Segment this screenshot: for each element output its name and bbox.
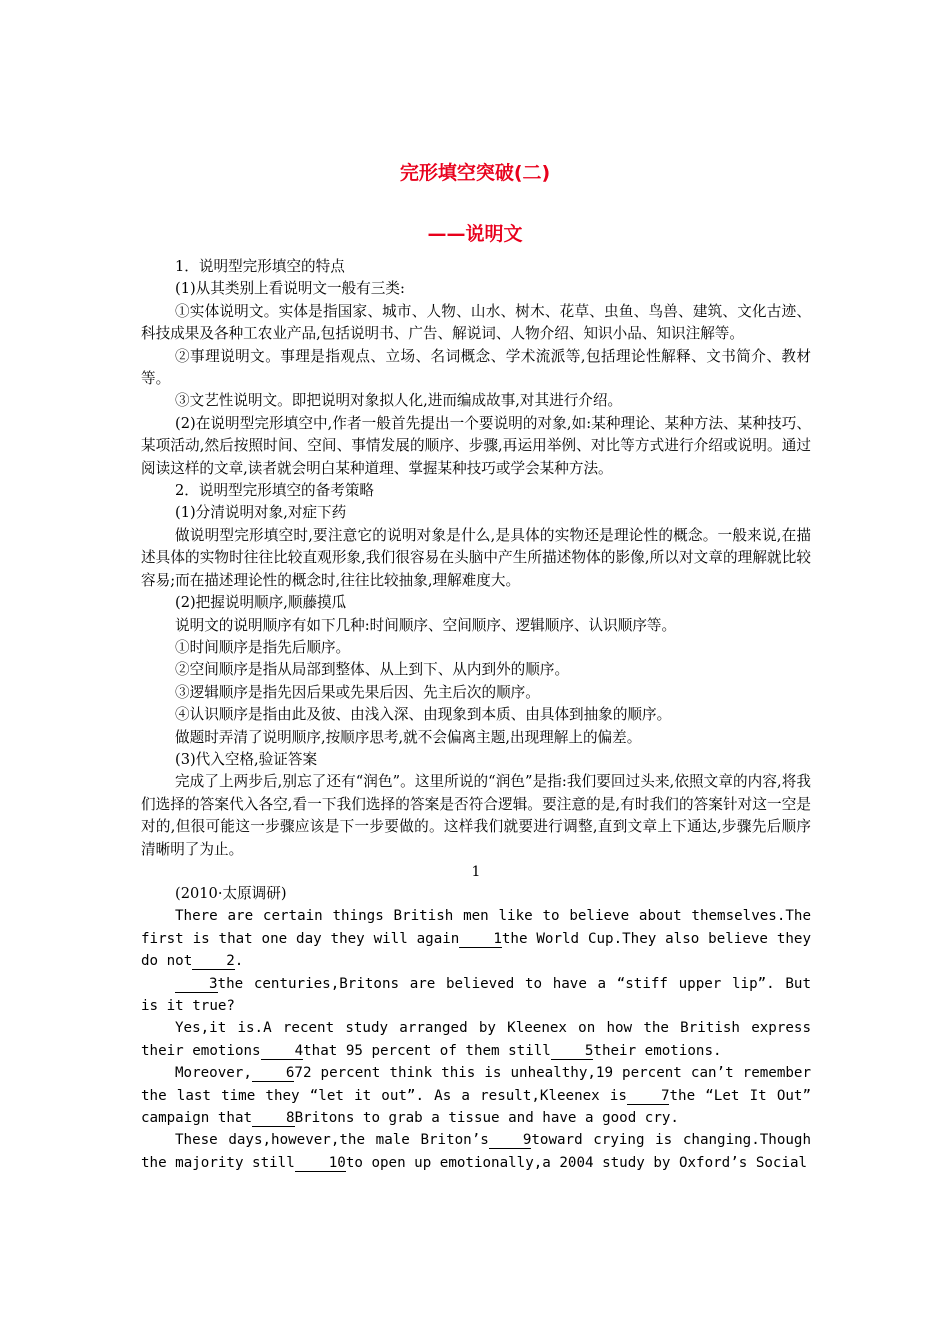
paragraph: 完成了上两步后,别忘了还有“润色”。这里所说的“润色”是指:我们要回过头来,依照文章的内容,将我们选择的答案代入各空,看一下我们选择的答案是否符合逻辑。要注意的是,有时我们的答案针对这一空是对的,但很可能这一步骤应该是下一步要做的。这样我们就要进行调整,直到文章上下通达,步骤先后顺序清晰明了为止。 [141, 773, 811, 858]
cloze-blank[interactable]: 3 [175, 976, 218, 993]
section-heading: 1．说明型完形填空的特点 [175, 258, 345, 275]
paragraph: ③文艺性说明文。即把说明对象拟人化,进而编成故事,对其进行介绍。 [175, 392, 623, 410]
paragraph: ①实体说明文。实体是指国家、城市、人物、山水、树木、花草、虫鱼、鸟兽、建筑、文化古迹、科技成果及各种工农业产品,包括说明书、广告、解说词、人物介绍、知识小品、知识注解等。 [141, 302, 811, 343]
cloze-blank[interactable]: 9 [489, 1132, 532, 1149]
cloze-blank[interactable]: 10 [295, 1155, 346, 1172]
cloze-paragraph [141, 1017, 811, 1062]
cloze-text: toward crying is changing.Though the majority still [141, 1132, 811, 1171]
list-item: ②空间顺序是指从局部到整体、从上到下、从内到外的顺序。 [175, 661, 570, 679]
list-item: ①时间顺序是指先后顺序。 [175, 638, 351, 656]
paragraph: (2)在说明型完形填空中,作者一般首先提出一个要说明的对象,如:某种理论、某种方法、某种技巧、某项活动,然后按照时间、空间、事情发展的顺序、步骤,再运用举例、对比等方式进行介绍或说明。通过阅读这样的文章,读者就会明白某种道理、掌握某种技巧或学会某种方法。 [141, 414, 811, 477]
cloze-blank[interactable]: 2 [192, 953, 235, 970]
cloze-text: that 95 percent of them still [303, 1042, 551, 1059]
document-body [141, 256, 811, 1174]
subheading: (3)代入空格,验证答案 [175, 750, 318, 768]
document-title: 完形填空突破(二) [399, 162, 551, 184]
cloze-text: to open up emotionally,a 2004 study by Oxford’s Social [345, 1154, 808, 1171]
cloze-blank[interactable]: 7 [627, 1088, 670, 1105]
cloze-paragraph [141, 1129, 811, 1174]
cloze-paragraph [141, 973, 811, 1018]
cloze-blank[interactable]: 4 [261, 1043, 304, 1060]
exercise-source: (2010·太原调研) [175, 884, 287, 902]
cloze-text: Yes,it is.A recent study arranged by Kleenex on how the British express their emotions [141, 1020, 811, 1059]
cloze-text: . [234, 953, 244, 970]
cloze-blank[interactable]: 6 [252, 1065, 295, 1082]
cloze-text: the centuries,Britons are believed to have a “stiff upper lip”. But is it true? [141, 975, 811, 1014]
paragraph: 说明文的说明顺序有如下几种:时间顺序、空间顺序、逻辑顺序、认识顺序等。 [175, 616, 677, 634]
page-number: 1 [471, 863, 481, 880]
subheading: (1)从其类别上看说明文一般有三类: [175, 280, 405, 298]
paragraph: ②事理说明文。事理是指观点、立场、名词概念、学术流派等,包括理论性解释、文书简介、教材等。 [141, 347, 811, 388]
paragraph: 做说明型完形填空时,要注意它的说明对象是什么,是具体的实物还是理论性的概念。一般来说,在描述具体的实物时往往比较直观形象,我们很容易在头脑中产生所描述物体的影像,所以对文章的理解就比较容易;而在描述理论性的概念时,往往比较抽象,理解难度大。 [141, 526, 811, 589]
cloze-text: Moreover, [175, 1065, 252, 1082]
list-item: ④认识顺序是指由此及彼、由浅入深、由现象到本质、由具体到抽象的顺序。 [175, 706, 672, 724]
cloze-text: the World Cup.They also believe they do not [141, 930, 812, 970]
section-heading: 2．说明型完形填空的备考策略 [175, 482, 375, 500]
cloze-text: These days,however,the male Briton’s [175, 1132, 489, 1149]
subheading: (2)把握说明顺序,顺藤摸瓜 [175, 594, 347, 612]
cloze-text: their emotions. [593, 1042, 722, 1059]
paragraph: 做题时弄清了说明顺序,按顺序思考,就不会偏离主题,出现理解上的偏差。 [175, 728, 642, 746]
cloze-blank[interactable]: 1 [459, 931, 502, 948]
cloze-text: Britons to grab a tissue and have a good cry. [294, 1110, 679, 1127]
cloze-paragraph [141, 905, 811, 972]
subheading: (1)分清说明对象,对症下药 [175, 504, 347, 522]
cloze-text: the “Let It Out” campaign that [141, 1087, 811, 1127]
cloze-blank[interactable]: 8 [252, 1110, 295, 1127]
document-subtitle: ——说明文 [427, 223, 523, 245]
cloze-text: 72 percent think this is unhealthy,19 percent can’t remember the last time they “let it out”. As a result,Kleenex is [141, 1065, 811, 1104]
list-item: ③逻辑顺序是指先因后果或先果后因、先主后次的顺序。 [175, 683, 540, 701]
cloze-paragraph [141, 1062, 811, 1129]
cloze-blank[interactable]: 5 [551, 1043, 594, 1060]
cloze-text: There are certain things British men like to believe about themselves.The first is that one day they will again [141, 908, 811, 947]
